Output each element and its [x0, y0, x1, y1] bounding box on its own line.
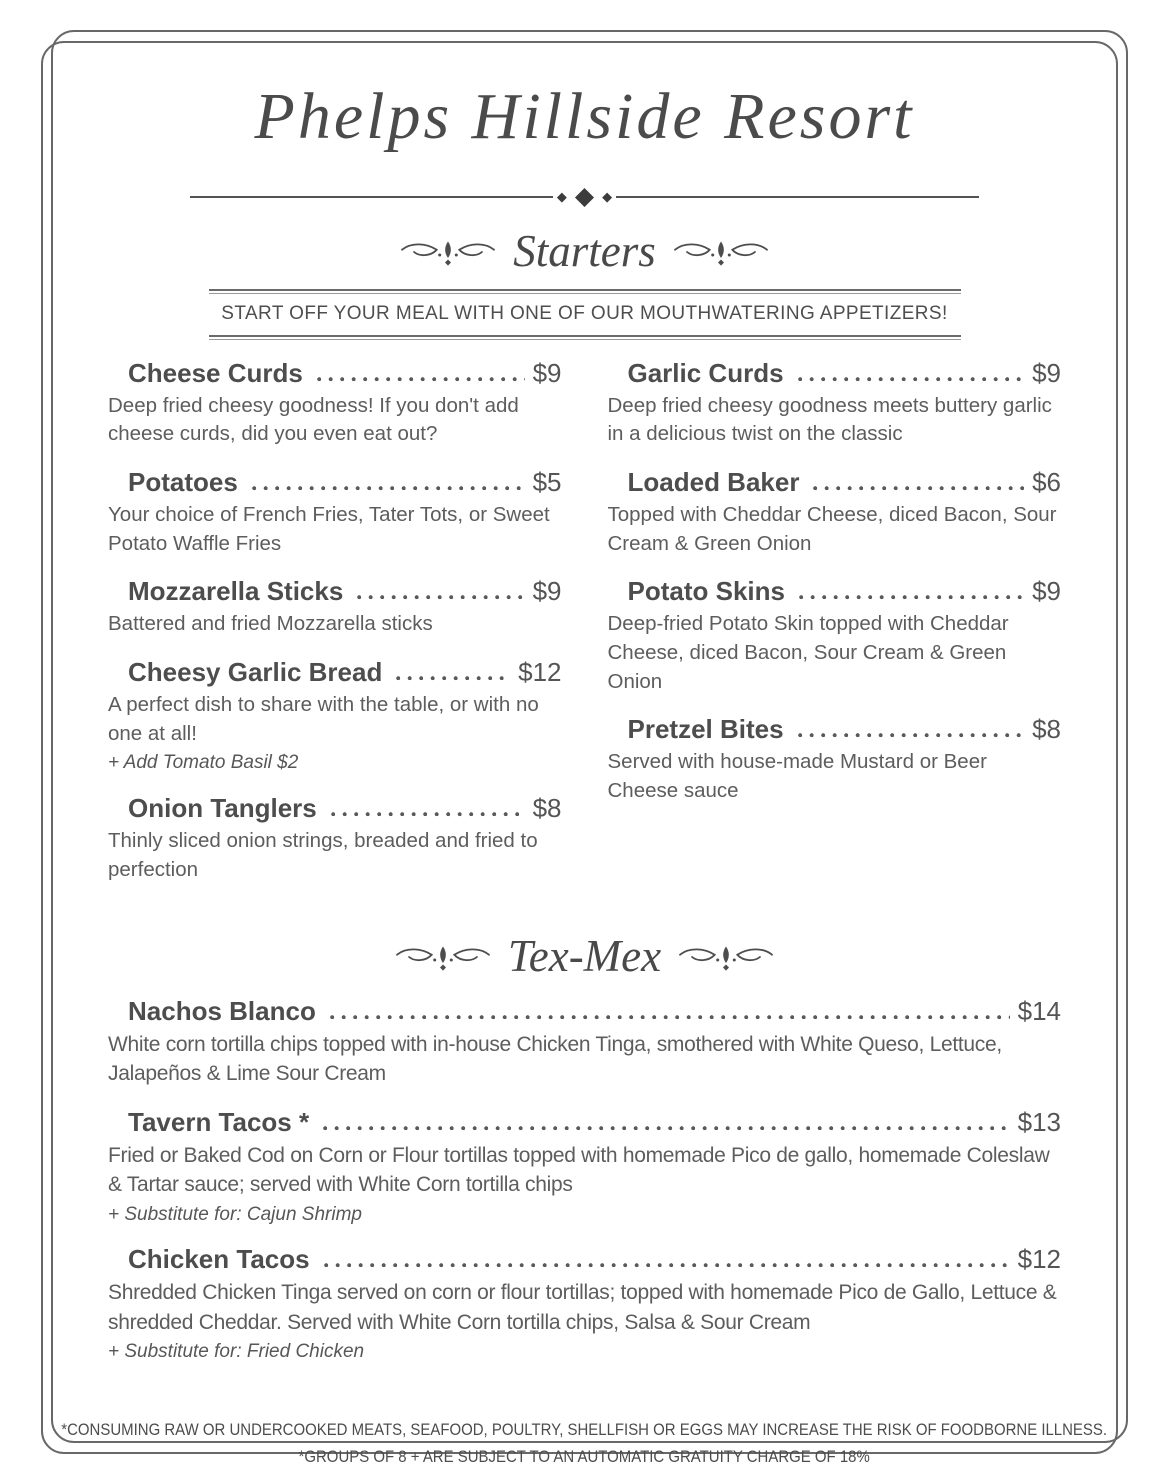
item-name: Onion Tanglers — [128, 793, 317, 824]
item-price: $9 — [532, 576, 562, 607]
menu-item-loaded-baker — [608, 467, 1062, 558]
starters-right-column — [608, 358, 1062, 903]
menu-item-onion-tanglers — [108, 793, 562, 884]
flourish-icon — [677, 939, 775, 975]
item-name: Garlic Curds — [627, 357, 784, 388]
item-description: Fried or Baked Cod on Corn or Flour tortillas topped with homemade Pico de gallo, homemade Coleslaw & Tartar sauce; served with White Corn tortilla chips — [108, 1143, 1050, 1197]
item-description: Deep-fried Potato Skin topped with Cheddar Cheese, diced Bacon, Sour Cream & Green Onion — [607, 612, 1009, 693]
diamond-icon: ◆ — [602, 189, 613, 204]
item-price: $8 — [532, 793, 562, 824]
item-price: $9 — [1032, 576, 1061, 607]
item-description: Deep fried cheesy goodness meets buttery garlic in a delicious twist on the classic — [607, 393, 1052, 446]
item-name: Loaded Baker — [627, 466, 800, 497]
item-name: Mozzarella Sticks — [128, 576, 344, 607]
item-name: Cheese Curds — [128, 357, 303, 388]
diamond-icon: ◆ — [574, 182, 595, 210]
item-price: $13 — [1017, 1106, 1061, 1137]
starters-items — [108, 358, 1061, 903]
section-header-texmex — [0, 932, 1169, 982]
menu-item-pretzel-bites — [608, 714, 1062, 805]
flourish-icon — [672, 234, 770, 270]
flourish-icon — [399, 234, 497, 270]
double-rule-bottom — [209, 335, 961, 340]
footer-line-consuming: *CONSUMING RAW OR UNDERCOOKED MEATS, SEAFOOD, POULTRY, SHELLFISH OR EGGS MAY INCREASE THE RISK OF FOODBORNE ILLNESS. — [61, 1419, 1108, 1439]
section-title-texmex: Tex-Mex — [507, 931, 662, 982]
item-price: $8 — [1032, 714, 1061, 745]
item-description: Deep fried cheesy goodness! If you don't add cheese curds, did you even eat out? — [108, 393, 519, 446]
dot-leader — [799, 595, 1024, 600]
dot-leader — [798, 377, 1025, 382]
dot-leader — [330, 1015, 1010, 1020]
footer-text — [62, 1416, 1108, 1471]
footer-disclaimer — [0, 1416, 1169, 1471]
item-name: Chicken Tacos — [128, 1244, 310, 1275]
section-header-starters — [0, 227, 1169, 277]
dot-leader — [798, 733, 1025, 738]
item-addon-note: + Add Tomato Basil $2 — [108, 752, 299, 774]
item-price: $14 — [1017, 995, 1061, 1026]
item-name: Nachos Blanco — [128, 995, 316, 1026]
dot-leader — [813, 486, 1024, 491]
item-name: Potato Skins — [627, 576, 785, 607]
item-description: White corn tortilla chips topped with in-house Chicken Tinga, smothered with White Queso, Lettuce, Jalapeños & Lime Sour Cream — [108, 1032, 1002, 1086]
restaurant-title: Phelps Hillside Resort — [254, 80, 915, 153]
dot-leader — [324, 1263, 1010, 1268]
menu-item-potatoes — [108, 467, 562, 558]
diamond-icon: ◆ — [556, 189, 567, 204]
section-title-starters: Starters — [513, 226, 656, 276]
divider-line-left — [190, 196, 553, 198]
item-price: $12 — [1017, 1244, 1061, 1275]
divider-line-right — [616, 196, 979, 198]
item-price: $6 — [1032, 466, 1061, 497]
menu-item-tavern-tacos — [108, 1107, 1061, 1227]
item-description: Your choice of French Fries, Tater Tots, or Sweet Potato Waffle Fries — [108, 502, 550, 555]
item-price: $9 — [532, 357, 562, 388]
starters-left-column — [108, 358, 562, 903]
menu-item-nachos-blanco — [108, 996, 1061, 1089]
item-price: $5 — [532, 466, 562, 497]
item-price: $9 — [1032, 357, 1061, 388]
title-divider — [190, 184, 979, 209]
item-name: Potatoes — [128, 466, 238, 497]
item-description: Topped with Cheddar Cheese, diced Bacon, Sour Cream & Green Onion — [607, 502, 1057, 555]
menu-item-cheese-curds — [108, 358, 562, 449]
flourish-icon — [394, 939, 492, 975]
starters-subtitle-band — [209, 289, 961, 340]
item-price: $12 — [518, 656, 562, 687]
item-name: Cheesy Garlic Bread — [128, 656, 383, 687]
starters-subtitle: START OFF YOUR MEAL WITH ONE OF OUR MOUTHWATERING APPETIZERS! — [221, 302, 948, 324]
item-substitute-note: + Substitute for: Cajun Shrimp — [108, 1203, 362, 1225]
menu-item-garlic-curds — [608, 358, 1062, 449]
item-substitute-note: + Substitute for: Fried Chicken — [108, 1341, 365, 1363]
dot-leader — [317, 377, 525, 382]
item-description: A perfect dish to share with the table, or with no one at all! — [108, 692, 539, 745]
menu-item-potato-skins — [608, 576, 1062, 696]
item-description: Thinly sliced onion strings, breaded and fried to perfection — [108, 829, 538, 881]
dot-leader — [331, 812, 525, 817]
texmex-items — [108, 996, 1061, 1364]
menu-item-cheesy-garlic-bread — [108, 657, 562, 775]
dot-leader — [396, 676, 510, 681]
footer-line-gratuity: *GROUPS OF 8 + ARE SUBJECT TO AN AUTOMATIC GRATUITY CHARGE OF 18% — [298, 1447, 871, 1467]
item-name: Tavern Tacos * — [128, 1106, 310, 1137]
item-description: Shredded Chicken Tinga served on corn or flour tortillas; topped with homemade Pico de Gallo, Lettuce & shredded Cheddar. Served with White Corn tortilla chips, Salsa & Sour Cream — [108, 1281, 1057, 1334]
menu-item-chicken-tacos — [108, 1244, 1061, 1364]
menu-item-mozzarella-sticks — [108, 576, 562, 639]
dot-leader — [357, 595, 524, 600]
item-name: Pretzel Bites — [627, 714, 784, 745]
item-description: Battered and fried Mozzarella sticks — [108, 612, 433, 636]
item-description: Served with house-made Mustard or Beer Cheese sauce — [607, 750, 987, 802]
dot-leader — [323, 1126, 1009, 1131]
dot-leader — [252, 486, 525, 491]
